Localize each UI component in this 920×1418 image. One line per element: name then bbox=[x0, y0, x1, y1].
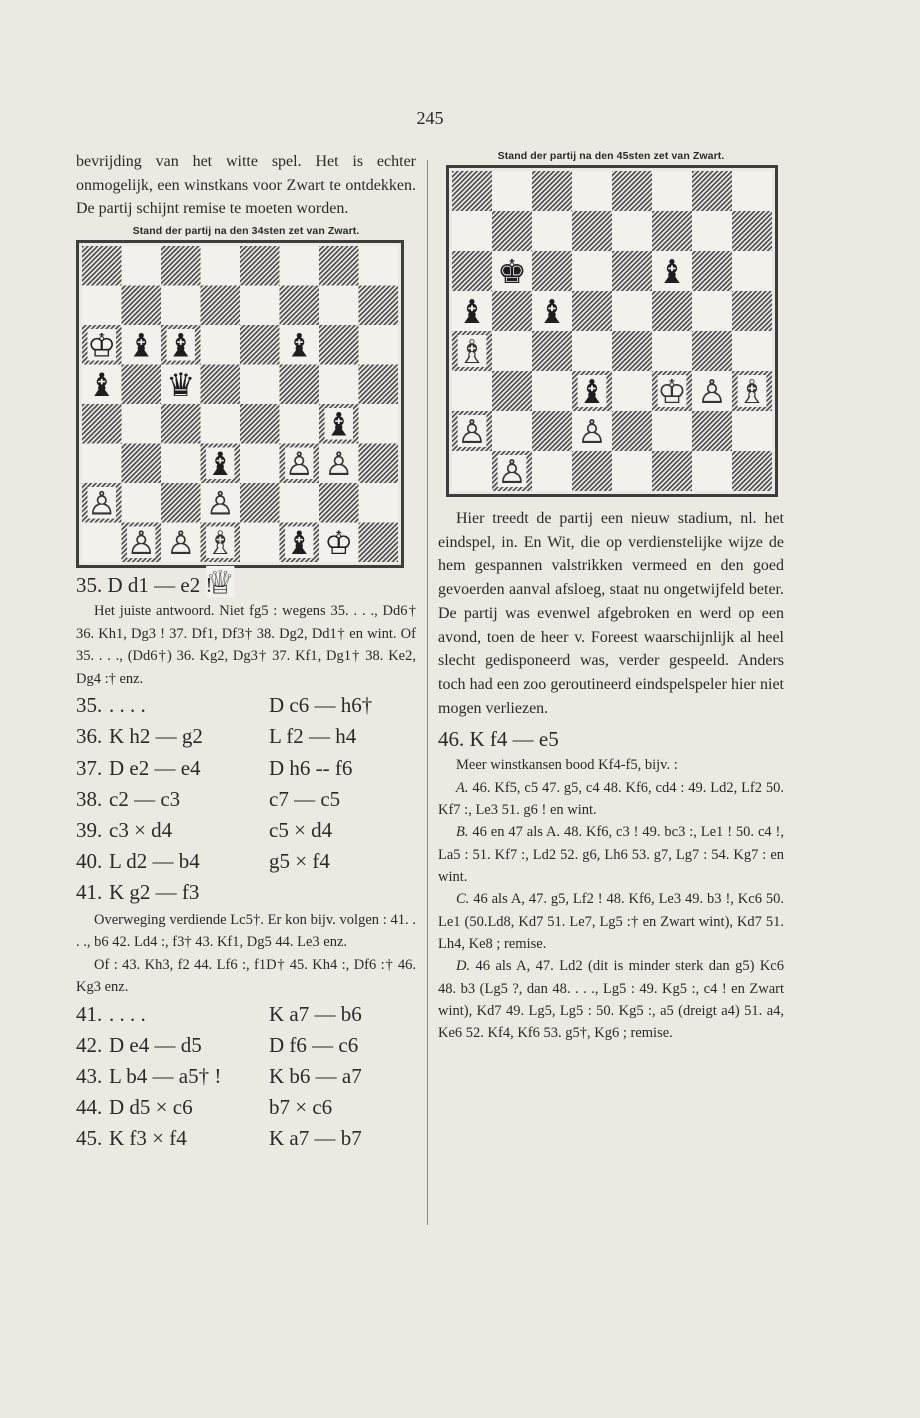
diagram2-caption: Stand der partij na den 45sten zet van Zwart. bbox=[497, 150, 725, 162]
chess-piece-icon: ♝ bbox=[126, 326, 156, 365]
move-number: 36. bbox=[76, 724, 103, 749]
light-square bbox=[82, 444, 122, 484]
variation-b bbox=[438, 821, 784, 888]
chess-piece-icon: ♝ bbox=[205, 445, 235, 484]
chess-piece-icon: ♗ bbox=[205, 524, 235, 563]
chess-piece-icon: ♝ bbox=[324, 405, 354, 444]
white-move: L b4 — a5† ! bbox=[109, 1063, 222, 1088]
light-square bbox=[532, 211, 572, 251]
light-square bbox=[612, 211, 652, 251]
dark-square bbox=[280, 286, 320, 326]
chess-piece-icon: ♝ bbox=[284, 326, 314, 365]
dark-square bbox=[82, 404, 122, 444]
dark-square bbox=[732, 451, 772, 491]
light-square bbox=[280, 246, 320, 286]
white-move: D d5 × c6 bbox=[109, 1095, 193, 1120]
variation-a bbox=[438, 777, 784, 822]
light-square bbox=[732, 251, 772, 291]
black-move: c5 × d4 bbox=[269, 817, 333, 842]
light-square bbox=[572, 331, 612, 371]
light-square bbox=[692, 451, 732, 491]
moves-list-b bbox=[76, 999, 416, 1155]
move-number: 45. bbox=[76, 1126, 103, 1151]
dark-square bbox=[452, 171, 492, 211]
light-square bbox=[532, 451, 572, 491]
white-move: c3 × d4 bbox=[109, 817, 173, 842]
chess-piece-icon: ♕ bbox=[205, 563, 235, 602]
move-number: 38. bbox=[76, 786, 103, 811]
light-square bbox=[240, 286, 280, 326]
move-number: 39. bbox=[76, 817, 103, 842]
light-square bbox=[612, 371, 652, 411]
light-square bbox=[280, 483, 320, 523]
dark-square bbox=[240, 325, 280, 365]
dark-square bbox=[122, 444, 162, 484]
dark-square bbox=[532, 251, 572, 291]
moves-list-a bbox=[76, 690, 416, 908]
move-number: 37. bbox=[76, 755, 103, 780]
black-move: b7 × c6 bbox=[269, 1095, 333, 1120]
chess-piece-icon: ♙ bbox=[284, 445, 314, 484]
chess-piece-icon: ♛ bbox=[166, 366, 196, 405]
move-number: 35. bbox=[76, 693, 103, 718]
dark-square bbox=[240, 483, 280, 523]
black-move bbox=[269, 877, 416, 908]
dark-square bbox=[612, 251, 652, 291]
dark-square bbox=[492, 211, 532, 251]
dark-square bbox=[532, 331, 572, 371]
light-square bbox=[240, 523, 280, 563]
diagram1-caption: Stand der partij na den 34sten zet van Zwart. bbox=[132, 225, 360, 238]
light-square bbox=[612, 451, 652, 491]
black-move: g5 × f4 bbox=[269, 849, 330, 874]
dark-square bbox=[692, 251, 732, 291]
black-move: L f2 — h4 bbox=[269, 724, 357, 749]
light-square bbox=[532, 371, 572, 411]
chess-piece-icon: ♙ bbox=[87, 484, 117, 523]
white-move: c2 — c3 bbox=[109, 786, 181, 811]
white-move: L d2 — b4 bbox=[109, 849, 200, 874]
dark-square bbox=[692, 171, 732, 211]
variation-label: D. bbox=[456, 958, 471, 975]
light-square bbox=[359, 325, 399, 365]
variation-text: 46 als A, 47. g5, Lf2 ! 48. Kf6, Le3 49. b3 !, Kc6 50. Le1 (50.Ld8, Kd7 51. Le7, Lg5 :† en Zwart wint), Kd7 51. Lh4, Ke8 ; remise. bbox=[438, 891, 784, 952]
light-square bbox=[161, 444, 201, 484]
chess-piece-icon: ♙ bbox=[126, 524, 156, 563]
right-column bbox=[438, 150, 784, 1044]
light-square bbox=[452, 451, 492, 491]
move-row bbox=[76, 753, 416, 784]
light-square bbox=[82, 523, 122, 563]
light-square bbox=[732, 171, 772, 211]
black-move: D h6 -- f6 bbox=[269, 755, 353, 780]
move-number: 44. bbox=[76, 1095, 103, 1120]
chess-piece-icon: ♝ bbox=[457, 293, 487, 331]
note-41a: Overweging verdiende Lc5†. Er kon bijv. volgen : 41. . . ., b6 42. Ld4 :, f3† 43. Kf1, Dg5 44. Le3 enz. bbox=[76, 911, 416, 951]
chess-piece-icon: ♗ bbox=[457, 333, 487, 371]
chess-diagram-45 bbox=[446, 165, 778, 497]
move-46: 46. K f4 — e5 bbox=[438, 727, 559, 752]
dark-square bbox=[652, 451, 692, 491]
dark-square bbox=[652, 211, 692, 251]
dark-square bbox=[82, 246, 122, 286]
chess-piece-icon: ♝ bbox=[577, 373, 607, 411]
chess-piece-icon: ♝ bbox=[87, 366, 117, 405]
left-column bbox=[76, 150, 416, 1155]
move-row bbox=[76, 1123, 416, 1154]
black-move: K b6 — a7 bbox=[269, 1063, 362, 1088]
chess-piece-icon: ♗ bbox=[737, 373, 767, 411]
dark-square bbox=[532, 411, 572, 451]
black-move: c7 — c5 bbox=[269, 786, 341, 811]
dark-square bbox=[612, 331, 652, 371]
chess-piece-icon: ♙ bbox=[324, 445, 354, 484]
light-square bbox=[652, 171, 692, 211]
light-square bbox=[122, 404, 162, 444]
dark-square bbox=[319, 483, 359, 523]
move-row bbox=[76, 784, 416, 815]
dark-square bbox=[492, 291, 532, 331]
variations-list bbox=[438, 777, 784, 1045]
black-move: D f6 — c6 bbox=[269, 1032, 359, 1057]
dark-square bbox=[161, 246, 201, 286]
light-square bbox=[122, 246, 162, 286]
dark-square bbox=[201, 365, 241, 405]
dark-square bbox=[612, 411, 652, 451]
dark-square bbox=[319, 325, 359, 365]
dark-square bbox=[732, 211, 772, 251]
white-move: K g2 — f3 bbox=[109, 880, 200, 905]
light-square bbox=[492, 411, 532, 451]
move-row bbox=[76, 815, 416, 846]
light-square bbox=[612, 291, 652, 331]
dark-square bbox=[280, 365, 320, 405]
endgame-paragraph: Hier treedt de partij een nieuw stadium, nl. het eindspel, in. En Wit, die op verdienstelijke wijze de hem gespannen valstrikken vermeed en den goed gevoerden aanval afsloeg, staat nu ongetwijfeld beter. De partij was evenwel afgebroken en werd op een avond, toen de heer v. Foreest waarschijnlijk al heel slecht gedisponeerd was, verder gespeeld. Anders toch had een zoo geroutineerd eindspelspeler hier niet mogen verliezen. bbox=[438, 510, 784, 717]
white-move: D e4 — d5 bbox=[109, 1032, 202, 1057]
chess-piece-icon: ♙ bbox=[577, 413, 607, 451]
dark-square bbox=[240, 246, 280, 286]
light-square bbox=[572, 171, 612, 211]
move-number: 41. bbox=[76, 880, 103, 905]
light-square bbox=[732, 411, 772, 451]
dark-square bbox=[572, 211, 612, 251]
light-square bbox=[201, 404, 241, 444]
chess-piece-icon: ♙ bbox=[697, 373, 727, 411]
light-square bbox=[240, 444, 280, 484]
dark-square bbox=[492, 371, 532, 411]
dark-square bbox=[572, 451, 612, 491]
light-square bbox=[82, 286, 122, 326]
light-square bbox=[652, 411, 692, 451]
variation-label: B. bbox=[456, 824, 469, 841]
dark-square bbox=[122, 365, 162, 405]
chess-piece-icon: ♝ bbox=[537, 293, 567, 331]
light-square bbox=[319, 286, 359, 326]
move-row bbox=[76, 846, 416, 877]
variation-text: 46. Kf5, c5 47. g5, c4 48. Kf6, cd4 : 49. Ld2, Lf2 50. Kf7 :, Le3 51. g6 ! en wint. bbox=[438, 779, 784, 819]
chess-board-45 bbox=[452, 171, 772, 491]
move-row bbox=[76, 721, 416, 752]
chess-piece-icon: ♝ bbox=[657, 253, 687, 291]
white-move: D e2 — e4 bbox=[109, 755, 201, 780]
light-square bbox=[240, 365, 280, 405]
chess-piece-icon: ♝ bbox=[166, 326, 196, 365]
page-number: 245 bbox=[416, 108, 444, 128]
light-square bbox=[122, 483, 162, 523]
column-divider bbox=[427, 160, 428, 1225]
light-square bbox=[732, 331, 772, 371]
variation-text: 46 als A, 47. Ld2 (dit is minder sterk dan g5) Kc6 48. b3 (Lg5 ?, dan 48. . . ., Lg5 : 49. Kg5 :, c4 ! en Zwart wint), Kd7 49. Lg5, Lg5 : 50. Kg5 :, a5 (dreigt a4) 51. a4, Ke6 52. Kf4, Kf6 53. g5†, Kg6 ; remise. bbox=[438, 958, 784, 1042]
light-square bbox=[161, 286, 201, 326]
dark-square bbox=[122, 286, 162, 326]
light-square bbox=[652, 331, 692, 371]
light-square bbox=[492, 171, 532, 211]
dark-square bbox=[359, 286, 399, 326]
dark-square bbox=[161, 404, 201, 444]
light-square bbox=[452, 211, 492, 251]
light-square bbox=[492, 331, 532, 371]
chess-piece-icon: ♔ bbox=[657, 373, 687, 411]
variation-label: C. bbox=[456, 891, 470, 908]
dark-square bbox=[201, 286, 241, 326]
move-number: 41. bbox=[76, 1001, 103, 1026]
move-number: 43. bbox=[76, 1063, 103, 1088]
note-46: Meer winstkansen bood Kf4-f5, bijv. : bbox=[456, 757, 678, 774]
black-move: D c6 — h6† bbox=[269, 693, 373, 718]
dark-square bbox=[240, 404, 280, 444]
white-move: . . . . bbox=[109, 1001, 146, 1026]
light-square bbox=[359, 246, 399, 286]
chess-piece-icon: ♙ bbox=[497, 453, 527, 491]
chess-piece-icon: ♚ bbox=[497, 253, 527, 291]
chess-piece-icon: ♙ bbox=[205, 484, 235, 523]
variation-d bbox=[438, 955, 784, 1044]
move-row bbox=[76, 877, 416, 908]
move-row bbox=[76, 1092, 416, 1123]
light-square bbox=[201, 246, 241, 286]
move-row bbox=[76, 690, 416, 721]
move-number: 42. bbox=[76, 1032, 103, 1057]
light-square bbox=[692, 211, 732, 251]
chess-piece-icon: ♙ bbox=[166, 524, 196, 563]
light-square bbox=[201, 325, 241, 365]
dark-square bbox=[732, 291, 772, 331]
light-square bbox=[280, 404, 320, 444]
dark-square bbox=[572, 291, 612, 331]
light-square bbox=[319, 365, 359, 405]
move-row bbox=[76, 1030, 416, 1061]
light-square bbox=[572, 251, 612, 291]
variation-c bbox=[438, 888, 784, 955]
move-35: 35. D d1 — e2 ! bbox=[76, 573, 213, 598]
light-square bbox=[359, 483, 399, 523]
white-move: . . . . bbox=[109, 693, 146, 718]
variation-text: 46 en 47 als A. 48. Kf6, c3 ! 49. bc3 :, Le1 ! 50. c4 !, La5 : 51. Kf7 :, Ld2 52. g6, Lh6 53. g7, Lg7 : 54. Kg7 : en wint. bbox=[438, 824, 784, 886]
dark-square bbox=[359, 523, 399, 563]
note-41b: Of : 43. Kh3, f2 44. Lf6 :, f1D† 45. Kh4 :, Df6 :† 46. Kg3 enz. bbox=[76, 956, 416, 996]
dark-square bbox=[612, 171, 652, 211]
black-move: K a7 — b7 bbox=[269, 1126, 362, 1151]
white-move: K h2 — g2 bbox=[109, 724, 203, 749]
note-35: Het juiste antwoord. Niet fg5 : wegens 35. . . ., Dd6† 36. Kh1, Dg3 ! 37. Df1, Df3† 38. Dg2, Dd1† en wint. Of 35. . . ., (Dd6†) 36. Kg2, Dg3† 37. Kf1, Dg1† 38. Ke2, Dg4 :† enz. bbox=[76, 603, 416, 687]
variation-label: A. bbox=[456, 779, 469, 796]
move-number: 40. bbox=[76, 849, 103, 874]
dark-square bbox=[692, 411, 732, 451]
dark-square bbox=[161, 483, 201, 523]
dark-square bbox=[359, 444, 399, 484]
light-square bbox=[359, 404, 399, 444]
light-square bbox=[692, 291, 732, 331]
dark-square bbox=[532, 171, 572, 211]
black-move: K a7 — b6 bbox=[269, 1001, 362, 1026]
intro-paragraph: bevrijding van het witte spel. Het is echter onmogelijk, een winstkans voor Zwart te ontdekken. De partij schijnt remise te moeten worden. bbox=[76, 153, 416, 218]
move-row bbox=[76, 1061, 416, 1092]
dark-square bbox=[692, 331, 732, 371]
move-row bbox=[76, 999, 416, 1030]
chess-piece-icon: ♙ bbox=[457, 413, 487, 451]
dark-square bbox=[452, 251, 492, 291]
light-square bbox=[452, 371, 492, 411]
dark-square bbox=[652, 291, 692, 331]
chess-piece-icon: ♝ bbox=[284, 524, 314, 563]
dark-square bbox=[359, 365, 399, 405]
dark-square bbox=[319, 246, 359, 286]
chess-piece-icon: ♔ bbox=[324, 524, 354, 563]
chess-piece-icon: ♔ bbox=[87, 326, 117, 365]
white-move: K f3 × f4 bbox=[109, 1126, 187, 1151]
